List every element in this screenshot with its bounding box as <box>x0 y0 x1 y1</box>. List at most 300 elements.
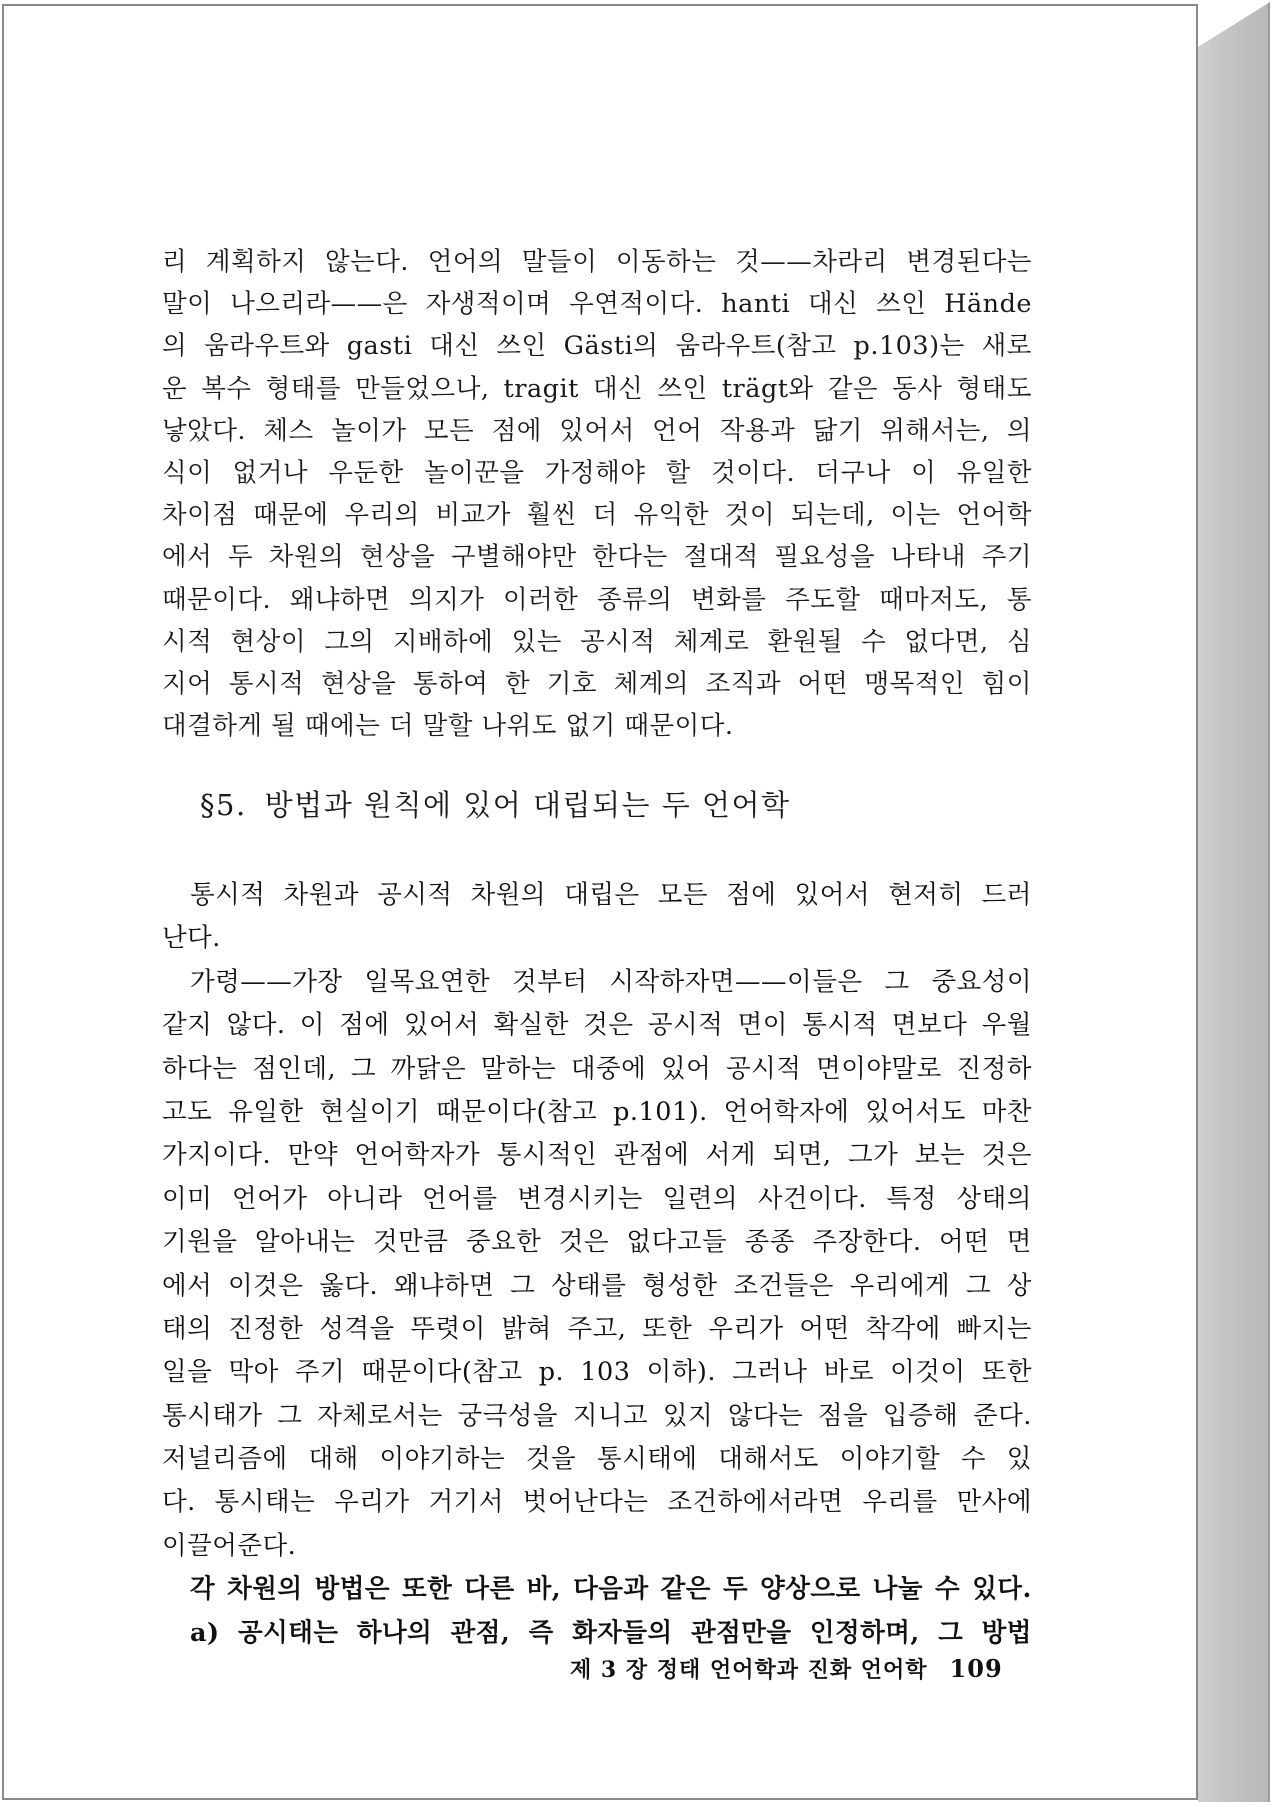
word: p.103)는 <box>853 331 965 362</box>
word: 주기 <box>294 1357 346 1388</box>
text-line <box>162 410 1032 452</box>
word: 점인데, <box>252 1053 337 1084</box>
word: 특정 <box>886 1183 937 1214</box>
word: 쓰인 <box>496 331 547 362</box>
word: 수 <box>935 1574 961 1605</box>
word: 진정하 <box>956 1053 1032 1084</box>
word: 우월 <box>981 1010 1032 1041</box>
word: 움라우트와 <box>204 331 330 362</box>
word: 말이 <box>162 289 213 320</box>
word: 또한 <box>402 1574 453 1605</box>
word: 우리가 <box>334 1487 410 1518</box>
word: 종류의 <box>597 584 673 615</box>
text-line <box>162 1481 1032 1524</box>
word: 통시태에 <box>596 1444 698 1475</box>
word: 현상이 <box>230 626 306 657</box>
word: 모든 <box>423 415 475 446</box>
word: 통시적 <box>228 668 305 699</box>
paragraph-1 <box>162 241 1032 747</box>
word: 차원과 <box>283 880 359 910</box>
word: 통시적 <box>190 880 266 910</box>
word: p.101). <box>613 1096 708 1127</box>
text-line <box>162 961 1032 1004</box>
word: 형태를 <box>265 373 342 404</box>
word: 구별해야만 <box>450 542 577 573</box>
text-line <box>162 1351 1032 1394</box>
word: 대해 <box>308 1444 359 1475</box>
word: 어떤 <box>797 668 848 699</box>
word: 나타내 <box>890 542 967 573</box>
body-text <box>162 874 1032 1655</box>
text-line <box>162 1004 1032 1047</box>
word: 통시태가 <box>162 1400 263 1431</box>
word: 때문이다. <box>162 584 272 615</box>
text-line <box>162 1091 1032 1134</box>
word: 공시적 <box>725 1053 802 1084</box>
word: 주기 <box>981 542 1032 573</box>
word: 알아내는 <box>254 1227 356 1258</box>
word: 쓰인 <box>657 373 708 404</box>
word: 일을 <box>162 1357 213 1388</box>
word: 일목요연한 <box>364 966 491 997</box>
text-line <box>162 1612 1032 1655</box>
word: 까닭은 <box>390 1053 467 1084</box>
word: 수 <box>960 1444 987 1475</box>
word: Gästi의 <box>563 331 659 362</box>
word: 지니고 <box>572 1400 649 1431</box>
text-line <box>162 536 1032 578</box>
word: 한 <box>504 668 531 699</box>
word: 통시적 <box>802 1010 878 1041</box>
word: 방법은 <box>314 1574 391 1605</box>
word: 놀이가 <box>331 415 407 446</box>
word: 드러 <box>981 880 1032 910</box>
word: 의 <box>1006 415 1032 446</box>
text-line <box>162 874 1032 917</box>
word: 이동하는 <box>615 247 717 277</box>
word: 공시적 <box>377 880 453 910</box>
word: 있어서 <box>794 880 870 910</box>
word: 되면, <box>772 1140 832 1171</box>
word: 되는데, <box>790 500 875 531</box>
text-line <box>162 1568 1032 1611</box>
word: 주고, <box>567 1313 627 1344</box>
word: 그러나 <box>732 1357 808 1388</box>
word: 하다는 <box>162 1053 238 1084</box>
text-line <box>162 283 1032 325</box>
word: 것을 <box>525 1444 577 1475</box>
word: 성격을 <box>319 1313 395 1344</box>
word: 낳았다. <box>162 415 247 446</box>
word: 상 <box>1006 1270 1032 1301</box>
word: 같은 <box>660 1574 711 1605</box>
word: hanti <box>721 289 791 320</box>
word: 수 <box>861 626 887 657</box>
text-line <box>162 1308 1032 1351</box>
word: 자체로서는 <box>317 1400 443 1431</box>
word: 더 <box>592 500 618 531</box>
word: 시작하자면——이들은 <box>609 966 863 997</box>
word: 화자들의 <box>572 1617 673 1648</box>
word: 언어를 <box>422 1183 498 1214</box>
word: 점을 <box>817 1400 869 1431</box>
word: 상태를 <box>551 1270 627 1301</box>
word: 환원될 <box>767 626 843 657</box>
word: 이미 <box>162 1183 213 1214</box>
word: 준다. <box>973 1400 1032 1431</box>
word: 시적 <box>162 626 213 657</box>
word: 할 <box>665 457 691 488</box>
word: 다. <box>162 1487 196 1518</box>
word: 벗어난다는 <box>522 1487 649 1518</box>
word: 것이 <box>724 500 775 531</box>
word: Hände <box>944 289 1032 320</box>
word: 관점만을 <box>690 1617 792 1648</box>
word: 힘이 <box>981 668 1032 699</box>
text-line <box>162 663 1032 705</box>
word: tragit <box>503 373 579 404</box>
word: 언어가 <box>231 1183 308 1214</box>
word: 있어서도 <box>865 1096 966 1127</box>
word: 않다는 <box>727 1400 804 1431</box>
word: 때문에 <box>253 500 329 531</box>
word: 중요성이 <box>931 966 1032 997</box>
word: 조직과 <box>705 668 781 699</box>
word: 운 <box>162 373 188 404</box>
word: 통하여 <box>412 668 489 699</box>
word: 점에 <box>339 1010 390 1041</box>
word: 우둔한 <box>328 457 404 488</box>
word: 의 <box>162 331 188 362</box>
word: 것부터 <box>512 966 588 997</box>
word: 다른 <box>464 1574 515 1605</box>
text-line <box>162 241 1032 283</box>
word: 형성한 <box>642 1270 718 1301</box>
word: 닮기 <box>812 415 863 446</box>
word: 빠지는 <box>956 1313 1032 1344</box>
word: 두 <box>722 1574 749 1605</box>
word: 절대적 <box>683 542 759 573</box>
word: 것이다. <box>711 457 796 488</box>
word: 확실한 <box>493 1010 569 1041</box>
word: 궁극성을 <box>457 1400 559 1431</box>
text-line <box>162 1265 1032 1308</box>
word: 모든 <box>657 880 709 910</box>
word: 언어 <box>652 415 703 446</box>
word: 이것이 <box>890 1357 966 1388</box>
word: 있 <box>1006 1444 1032 1475</box>
word: 맹목적인 <box>864 668 966 699</box>
word: 만사에 <box>956 1487 1032 1518</box>
word: 복수 <box>201 373 252 404</box>
word: 보는 <box>914 1140 966 1171</box>
word: 관점, <box>450 1617 511 1648</box>
word: 고도 <box>162 1096 213 1127</box>
word: 왜냐하면 <box>289 584 391 615</box>
word: 에서 <box>162 1270 213 1301</box>
word: 없거나 <box>232 457 308 488</box>
word: 만들었으나, <box>355 373 490 404</box>
word: 현상을 <box>359 542 436 573</box>
word: 형태도 <box>956 373 1032 404</box>
word: 주장한다. <box>812 1227 922 1258</box>
word: 우리를 <box>862 1487 938 1518</box>
section-title: 방법과 원칙에 있어 대립되는 두 언어학 <box>264 788 791 822</box>
word: 밝혀 <box>501 1313 552 1344</box>
text-line <box>162 579 1032 621</box>
word: 공시적 <box>647 1010 724 1041</box>
word: 103 <box>580 1357 631 1388</box>
text-line <box>162 494 1032 536</box>
word: 이러한 <box>502 584 579 615</box>
word: 다음과 <box>573 1574 649 1605</box>
word: a) <box>190 1617 220 1648</box>
word: 뚜렷이 <box>410 1313 486 1344</box>
text-line <box>162 1438 1032 1481</box>
word: 것은 <box>981 1140 1032 1171</box>
word: 각 <box>190 1574 216 1605</box>
word: 것——차라리 <box>735 247 888 277</box>
word: 언어의 <box>427 247 504 277</box>
word: 우리의 <box>344 500 420 531</box>
text-line <box>162 1395 1032 1438</box>
word: 우리에게 <box>849 1270 951 1301</box>
word: 현실이기 <box>319 1096 421 1127</box>
word: 태의 <box>162 1313 213 1344</box>
word: 우연적이다. <box>569 289 704 320</box>
word: 비교가 <box>435 500 511 531</box>
word: 변경된다는 <box>906 247 1032 277</box>
word: 상태의 <box>956 1183 1032 1214</box>
book-spine <box>1198 2 1270 1802</box>
text-line <box>162 1134 1032 1177</box>
word: 그 <box>884 966 910 997</box>
word: 면 <box>1006 1227 1032 1258</box>
word: 대신 <box>593 373 644 404</box>
section-number: §5. <box>200 788 247 822</box>
paragraph-4 <box>162 1568 1032 1655</box>
word: 조건들은 <box>733 1270 834 1301</box>
word: p. <box>538 1357 565 1388</box>
word: 통시적인 <box>496 1140 598 1171</box>
word: 면이야말로 <box>816 1053 942 1084</box>
word: 차이점 <box>162 500 238 531</box>
word: 언어학자에 <box>723 1096 850 1127</box>
word: 현상을 <box>320 668 397 699</box>
word: 우리가 <box>708 1313 784 1344</box>
word: 그 <box>510 1270 536 1301</box>
word: 계획하지 <box>205 247 307 277</box>
word: 식이 <box>162 457 213 488</box>
word: 때문이다(참고 <box>361 1357 523 1388</box>
word: 조건하에서라면 <box>667 1487 844 1518</box>
text-line <box>162 452 1032 494</box>
word: 착각에 <box>865 1313 941 1344</box>
word: 기호 <box>546 668 597 699</box>
word: 동사 <box>892 373 943 404</box>
word: 어떤 <box>939 1227 990 1258</box>
word: 있어서 <box>559 415 635 446</box>
word: 이것은 <box>228 1270 304 1301</box>
word: 막아 <box>228 1357 279 1388</box>
word: 주도할 <box>785 584 861 615</box>
word: 나눌 <box>872 1574 923 1605</box>
word: 위해서는, <box>880 415 990 446</box>
word: 유익한 <box>633 500 709 531</box>
word: 이야기할 <box>839 1444 941 1475</box>
word: 것만큼 <box>372 1227 449 1258</box>
word: 차원의 <box>268 542 345 573</box>
word: 것은 <box>558 1227 610 1258</box>
word: 통시태는 <box>214 1487 316 1518</box>
text-line <box>162 1048 1032 1091</box>
text-line <box>162 621 1032 663</box>
text-line: 난다. <box>162 923 221 954</box>
word: gasti <box>346 331 413 362</box>
word: 움라우트(참고 <box>675 331 837 362</box>
word: 같지 <box>162 1010 213 1041</box>
word: 언어학 <box>956 500 1032 531</box>
word: 리 <box>162 247 188 277</box>
word: 체계의 <box>613 668 689 699</box>
word: 에서 <box>162 542 213 573</box>
word: 지어 <box>162 668 213 699</box>
word: 통 <box>1006 584 1032 615</box>
word: 인정하며, <box>809 1617 920 1648</box>
word: 나으리라——은 <box>230 289 408 320</box>
word: 유일한 <box>228 1096 304 1127</box>
word: 없다면, <box>904 626 989 657</box>
word: 하나의 <box>356 1617 433 1648</box>
word: 않는다. <box>325 247 410 277</box>
word: 거기서 <box>428 1487 504 1518</box>
word: 공시적 <box>580 626 656 657</box>
text-line: 이끌어준다. <box>162 1530 297 1561</box>
word: 종종 <box>744 1227 795 1258</box>
word: 또한 <box>981 1357 1032 1388</box>
word: 작용과 <box>719 415 796 446</box>
word: 차원의 <box>470 880 547 910</box>
word: 지배하에 <box>392 626 494 657</box>
word: 더구나 <box>815 457 891 488</box>
word: 마찬 <box>981 1096 1032 1127</box>
text-line <box>162 368 1032 410</box>
word: 어떤 <box>799 1313 850 1344</box>
word: 이야기하는 <box>379 1444 506 1475</box>
word: 대해서도 <box>718 1444 819 1475</box>
word: 있어 <box>661 1053 712 1084</box>
text-line: 대결하게 될 때에는 더 말할 나위도 없기 때문이다. <box>162 711 734 742</box>
word: 필요성을 <box>774 542 875 573</box>
text-line <box>162 1178 1032 1221</box>
word: 점에 <box>726 880 777 910</box>
word: 방법 <box>981 1617 1032 1648</box>
word: 새로 <box>981 331 1032 362</box>
word: 있는 <box>511 626 562 657</box>
word: 한다는 <box>592 542 668 573</box>
word: 같은 <box>827 373 879 404</box>
word: 저널리즘에 <box>162 1444 288 1475</box>
word: 의지가 <box>408 584 485 615</box>
word: 있다. <box>972 1574 1032 1605</box>
word: 사건이다. <box>757 1183 867 1214</box>
word: 쓰인 <box>876 289 927 320</box>
word: 있지 <box>662 1400 714 1431</box>
word: 두 <box>227 542 254 573</box>
word: 않다. <box>226 1010 286 1041</box>
word: 그의 <box>324 626 375 657</box>
word: 변화를 <box>691 584 767 615</box>
word: 바, <box>526 1574 562 1605</box>
text-line <box>162 1221 1032 1264</box>
word: 그 <box>965 1270 992 1301</box>
word: 옳다. <box>319 1270 379 1301</box>
word: 그 <box>350 1053 376 1084</box>
word: 또한 <box>642 1313 693 1344</box>
word: 가지이다. <box>162 1140 272 1171</box>
word: 그 <box>277 1400 303 1431</box>
word: 말하는 <box>480 1053 557 1084</box>
word: 기원을 <box>162 1227 238 1258</box>
section-heading <box>200 783 791 824</box>
running-footer <box>570 1653 1003 1684</box>
word: 공시태는 <box>237 1617 339 1648</box>
word: trägt와 <box>721 373 814 404</box>
word: 이하). <box>646 1357 716 1388</box>
paragraph-2 <box>162 874 1032 961</box>
page-number: 109 <box>949 1654 1003 1683</box>
word: 심 <box>1006 626 1032 657</box>
word: 것은 <box>583 1010 634 1041</box>
word: 대중에 <box>570 1053 647 1084</box>
chapter-title: 제 3 장 정태 언어학과 진화 언어학 <box>570 1657 928 1683</box>
word: 훨씬 <box>526 500 577 531</box>
word: 놀이꾼을 <box>423 457 525 488</box>
word: 바로 <box>823 1357 874 1388</box>
word: 차원의 <box>227 1574 303 1605</box>
word: 이는 <box>890 500 941 531</box>
word: 자생적이며 <box>425 289 552 320</box>
word: 체계로 <box>673 626 750 657</box>
word: 유일한 <box>956 457 1032 488</box>
word: 면이 <box>737 1010 788 1041</box>
word: 현저히 <box>888 880 964 910</box>
word: 이 <box>299 1010 325 1041</box>
word: 일련의 <box>662 1183 739 1214</box>
text-line <box>162 325 1032 367</box>
word: 체스 <box>263 415 314 446</box>
word: 만약 <box>287 1140 338 1171</box>
word: 서게 <box>705 1140 757 1171</box>
word: 진정한 <box>228 1313 304 1344</box>
word: 말들이 <box>521 247 598 277</box>
word: 왜냐하면 <box>393 1270 495 1301</box>
word: 있어서 <box>403 1010 480 1041</box>
word: 때마저도, <box>879 584 989 615</box>
word: 면보다 <box>891 1010 968 1041</box>
word: 때문이다(참고 <box>435 1096 598 1127</box>
word: 언어학자가 <box>354 1140 481 1171</box>
word: 이 <box>911 457 937 488</box>
word: 가령——가장 <box>190 966 343 997</box>
word: 대신 <box>808 289 859 320</box>
word: 가정해야 <box>544 457 646 488</box>
word: 점에 <box>491 415 542 446</box>
word: 중요한 <box>465 1227 542 1258</box>
word: 대립은 <box>564 880 640 910</box>
word: 관점에 <box>613 1140 690 1171</box>
word: 그 <box>938 1617 964 1648</box>
